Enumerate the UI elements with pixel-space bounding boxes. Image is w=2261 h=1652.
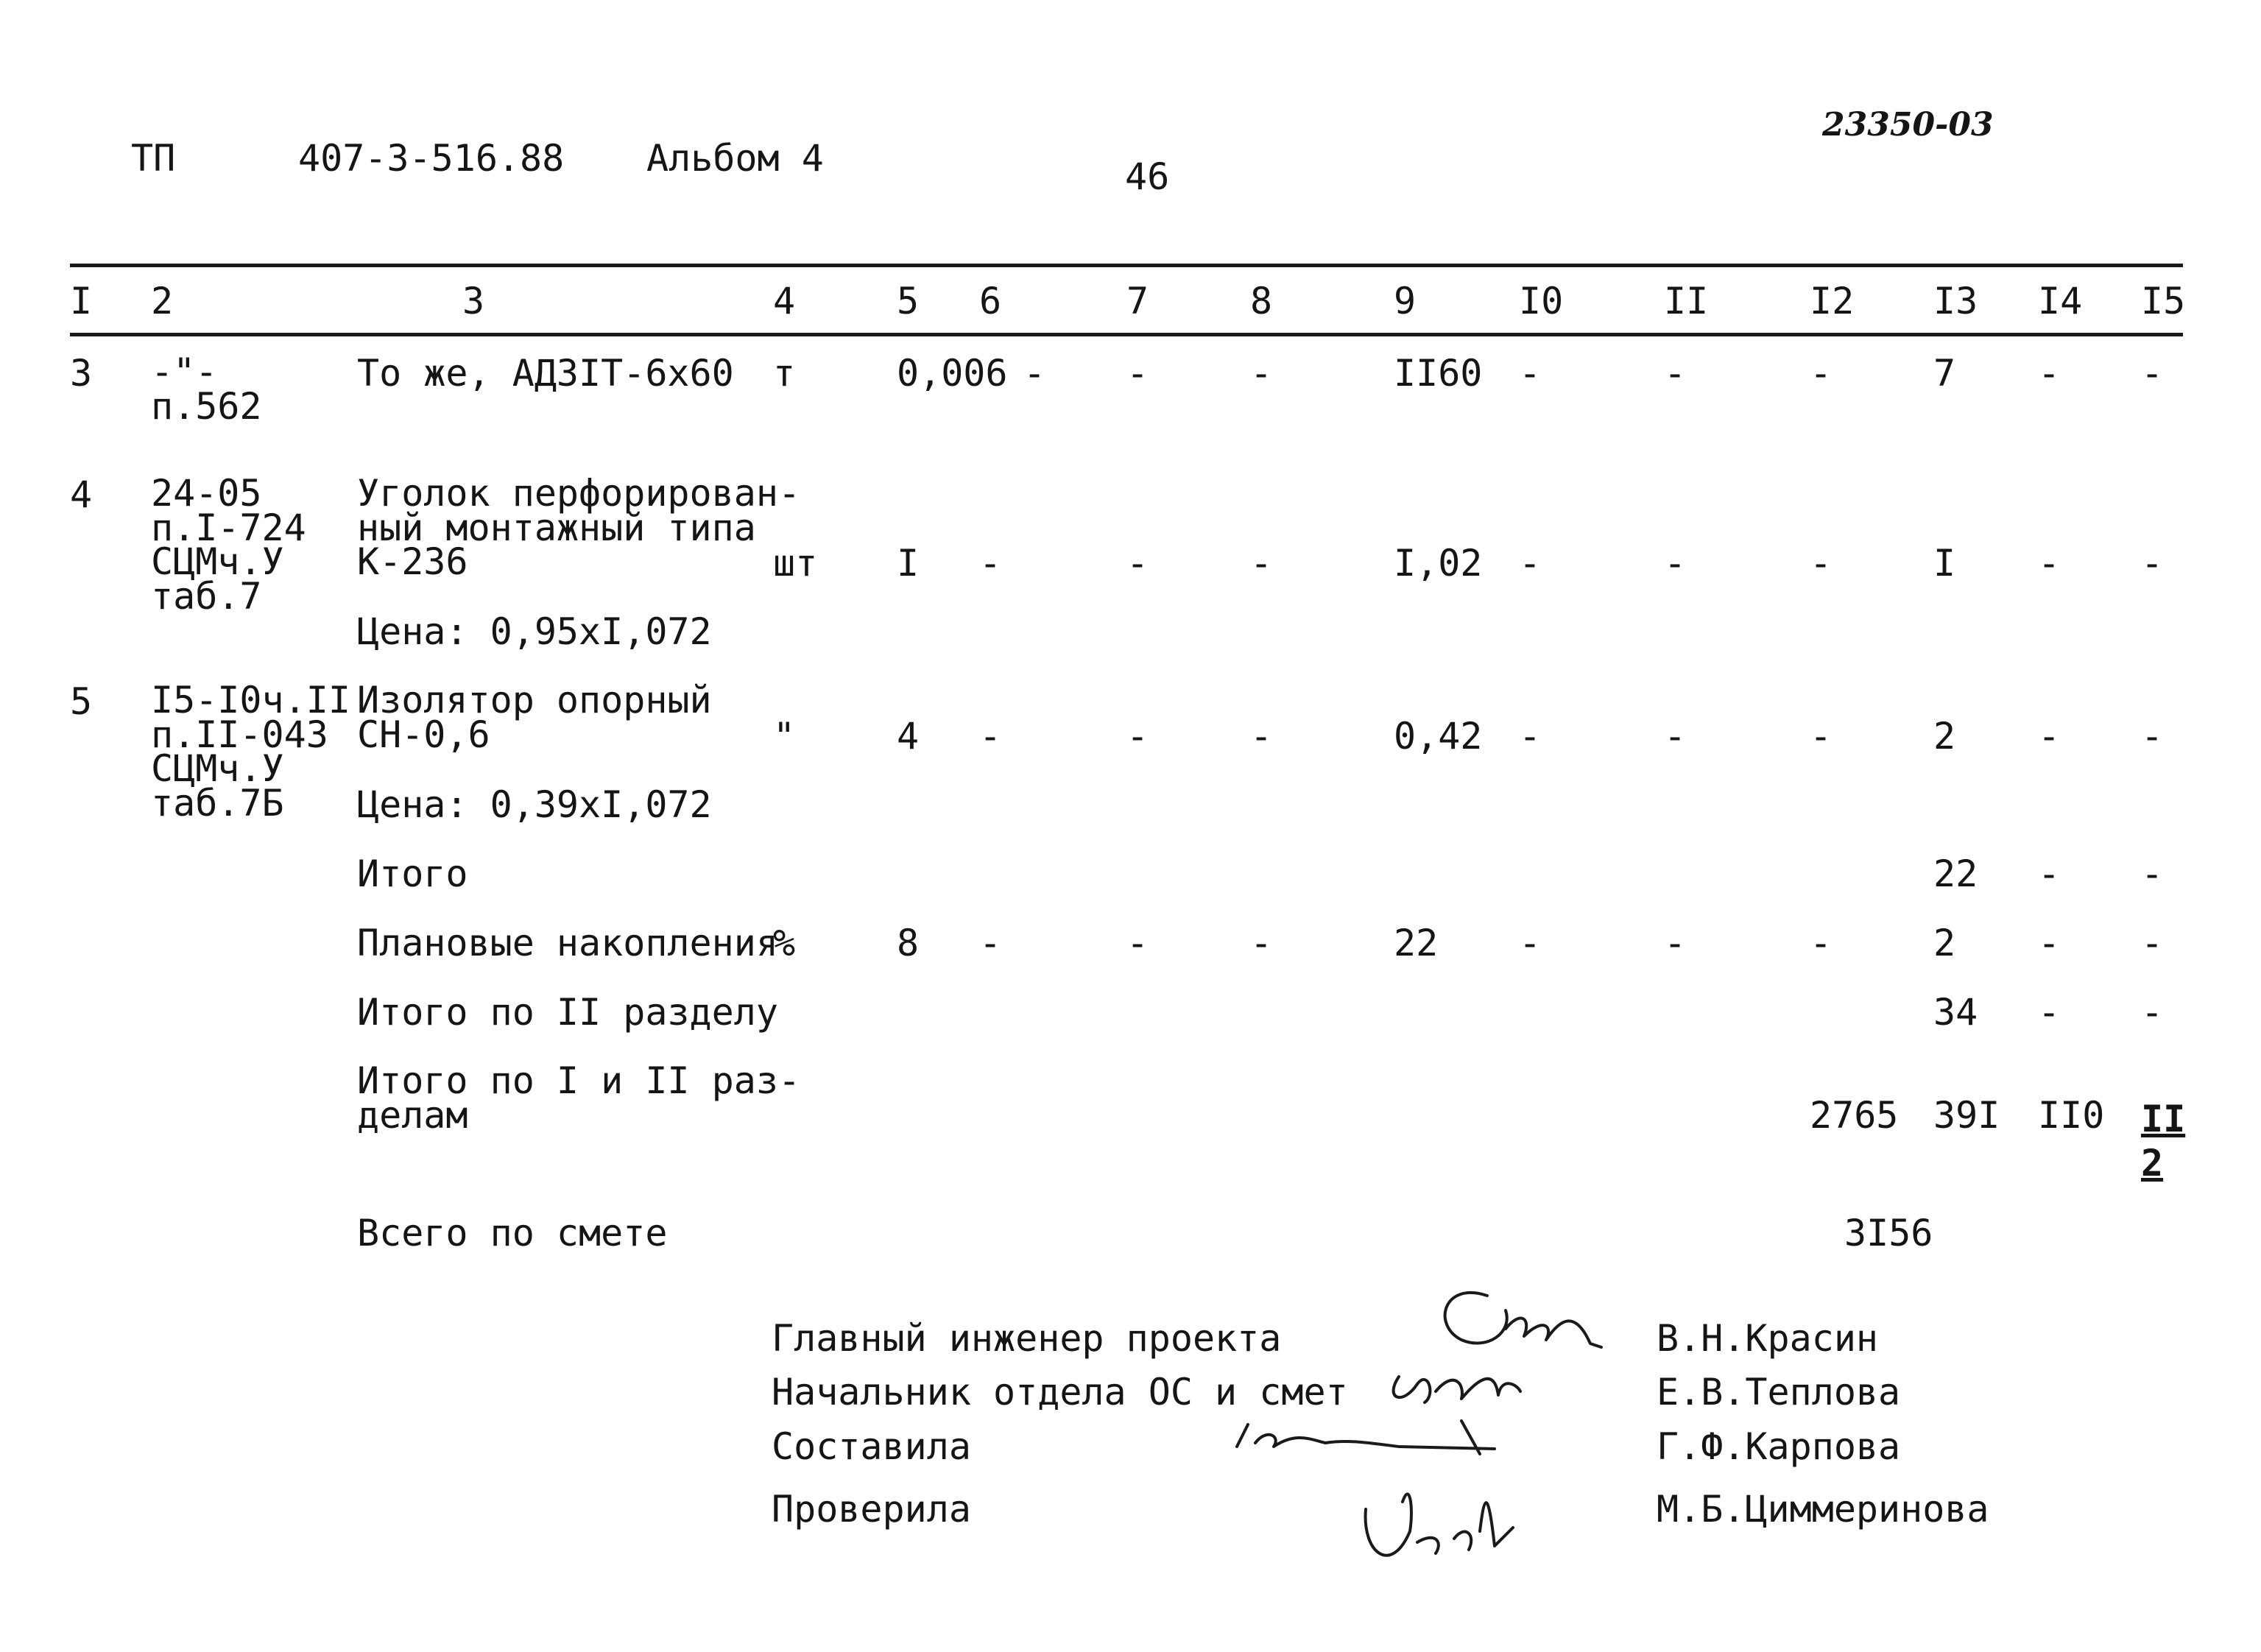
row-4-num: 4	[70, 473, 93, 516]
signature-role-4: Проверила	[772, 1488, 971, 1531]
col-header-15: I5	[2141, 280, 2186, 322]
signature-name-4: М.Б.Циммеринова	[1657, 1488, 1989, 1531]
signature-role-3: Составила	[772, 1425, 971, 1468]
col-header-1: I	[70, 280, 93, 322]
itogo-i-ii-c14: II0	[2038, 1094, 2105, 1137]
col-header-4: 4	[773, 280, 796, 322]
row-5-price: Цена: 0,39хI,072	[357, 783, 712, 826]
col-header-10: I0	[1519, 280, 1564, 322]
col-header-7: 7	[1126, 280, 1149, 322]
col-header-2: 2	[151, 280, 174, 322]
row-4-c14: -	[2038, 542, 2061, 585]
row-4-c15: -	[2141, 542, 2164, 585]
signature-scribble-2	[1394, 1377, 1520, 1402]
planovye-c7: -	[1126, 922, 1149, 964]
row-4-c10: -	[1519, 542, 1542, 585]
signature-scribble-3	[1237, 1421, 1495, 1454]
row-3-code: -"- п.562	[151, 350, 262, 428]
signature-name-3: Г.Ф.Карпова	[1657, 1425, 1901, 1468]
itogo-ii-c15: -	[2141, 991, 2164, 1034]
row-3-unit: т	[773, 352, 796, 395]
document-code: 23350-03	[1822, 106, 1994, 144]
row-3-c14: -	[2038, 352, 2061, 395]
col-header-11: II	[1664, 280, 1709, 322]
col-header-13: I3	[1933, 280, 1978, 322]
row-4-price: Цена: 0,95хI,072	[357, 610, 712, 653]
row-5-c12: -	[1810, 715, 1833, 758]
row-5-c5: 4	[897, 715, 920, 758]
row-4-c8: -	[1250, 542, 1273, 585]
planovye-c15: -	[2141, 922, 2164, 964]
signature-name-2: Е.В.Теплова	[1657, 1371, 1901, 1413]
row-5-c14: -	[2038, 715, 2061, 758]
row-5-c9: 0,42	[1394, 715, 1483, 758]
row-5-c11: -	[1664, 715, 1687, 758]
itogo-i-ii-c15: II 2	[2141, 1098, 2186, 1185]
itogo-c13: 22	[1933, 853, 1978, 895]
row-3-num: 3	[70, 352, 93, 395]
row-4-c13: I	[1933, 542, 1956, 585]
vsego-label: Всего по смете	[357, 1212, 668, 1254]
row-5-c10: -	[1519, 715, 1542, 758]
planovye-c12: -	[1810, 922, 1833, 964]
col-header-5: 5	[897, 280, 920, 322]
row-4-c11: -	[1664, 542, 1687, 585]
row-5-c6: -	[979, 715, 1002, 758]
col-header-3: 3	[462, 280, 485, 322]
row-5-c13: 2	[1933, 715, 1956, 758]
project-number: 407-3-516.88	[298, 137, 565, 180]
row-4-c7: -	[1126, 542, 1149, 585]
row-3-c12: -	[1810, 352, 1833, 395]
planovye-c8: -	[1250, 922, 1273, 964]
row-4-c12: -	[1810, 542, 1833, 585]
signature-scribble-1	[1445, 1293, 1601, 1347]
row-3-c9: II60	[1394, 352, 1483, 395]
planovye-c6: -	[979, 922, 1002, 964]
itogo-i-ii-label: Итого по I и II раз- делам	[357, 1059, 801, 1137]
row-4-c5: I	[897, 542, 920, 585]
row-3-c13: 7	[1933, 352, 1956, 395]
planovye-c9: 22	[1394, 922, 1439, 964]
itogo-ii-c14: -	[2038, 991, 2061, 1034]
row-3-c11: -	[1664, 352, 1687, 395]
row-4-name: Уголок перфорирован- ный монтажный типа К-236	[357, 472, 801, 583]
col-header-14: I4	[2038, 280, 2083, 322]
row-5-num: 5	[70, 680, 93, 723]
row-5-name: Изолятор опорный СН-0,6	[357, 679, 712, 756]
row-4-unit: шт	[773, 542, 818, 585]
itogo-i-ii-c13: 39I	[1933, 1094, 2000, 1137]
itogo-c14: -	[2038, 853, 2061, 895]
col-header-9: 9	[1394, 280, 1417, 322]
col-header-12: I2	[1810, 280, 1855, 322]
row-3-c5: 0,006	[897, 352, 1008, 395]
signature-role-1: Главный инженер проекта	[772, 1317, 1282, 1360]
row-3-c6: -	[1023, 352, 1046, 395]
itogo-i-ii-c12: 2765	[1810, 1094, 1899, 1137]
row-3-c8: -	[1250, 352, 1273, 395]
series-label: ТП	[131, 137, 176, 180]
row-5-code: I5-I0ч.II п.II-043 СЦМч.У таб.7Б	[151, 679, 350, 825]
itogo-c15: -	[2141, 853, 2164, 895]
row-3-name: То же, АДЗIТ-6х60	[357, 352, 734, 395]
col-header-8: 8	[1250, 280, 1273, 322]
planovye-label: Плановые накопления	[357, 922, 778, 964]
row-4-c6: -	[979, 542, 1002, 585]
row-3-c7: -	[1126, 352, 1149, 395]
planovye-c14: -	[2038, 922, 2061, 964]
planovye-c13: 2	[1933, 922, 1956, 964]
itogo-label: Итого	[357, 853, 468, 895]
row-3-c15: -	[2141, 352, 2164, 395]
col-header-6: 6	[979, 280, 1002, 322]
vsego-value: 3I56	[1844, 1212, 1933, 1254]
planovye-c10: -	[1519, 922, 1542, 964]
row-5-c15: -	[2141, 715, 2164, 758]
row-5-unit: "	[773, 715, 796, 758]
page-number: 46	[1125, 155, 1170, 198]
signature-name-1: В.Н.Красин	[1657, 1317, 1879, 1360]
row-5-c8: -	[1250, 715, 1273, 758]
album-label: Альбом 4	[646, 137, 824, 180]
row-5-c7: -	[1126, 715, 1149, 758]
signature-scribble-4	[1366, 1494, 1513, 1555]
planovye-unit: %	[773, 922, 796, 964]
row-4-code: 24-05 п.I-724 СЦМч.У таб.7	[151, 472, 306, 618]
signature-role-2: Начальник отдела ОС и смет	[772, 1371, 1348, 1413]
itogo-ii-label: Итого по II разделу	[357, 991, 778, 1034]
planovye-c11: -	[1664, 922, 1687, 964]
row-4-c9: I,02	[1394, 542, 1483, 585]
planovye-c5: 8	[897, 922, 920, 964]
row-3-c10: -	[1519, 352, 1542, 395]
itogo-ii-c13: 34	[1933, 991, 1978, 1034]
